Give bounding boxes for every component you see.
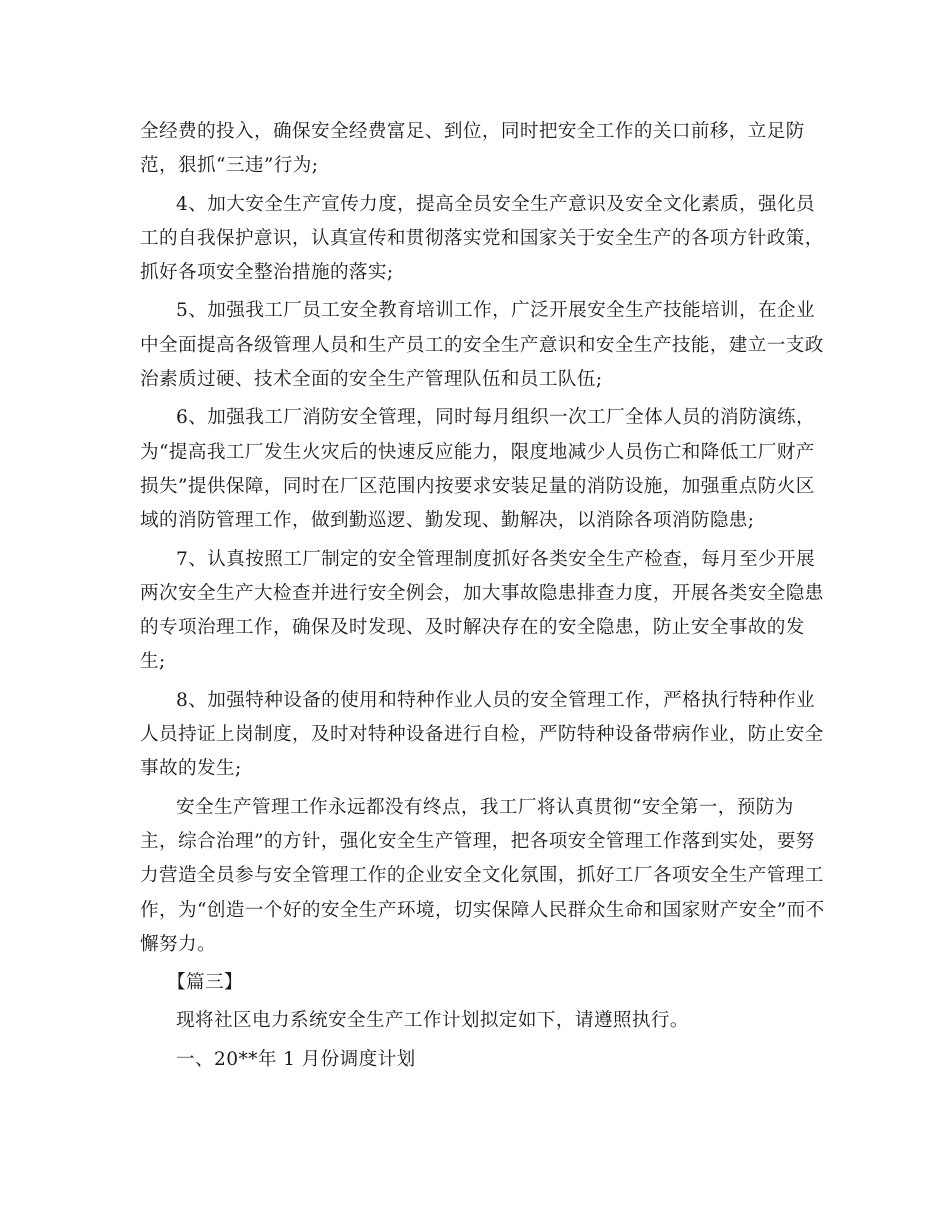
text-line: 人员持证上岗制度，及时对特种设备进行自检，严防特种设备带病作业，防止安全 bbox=[140, 724, 824, 746]
text-line: 8、加强特种设备的使用和特种作业人员的安全管理工作，严格执行特种作业 bbox=[176, 689, 816, 711]
paragraph-item-5 bbox=[140, 294, 824, 397]
text-line: 作，为“创造一个好的安全生产环境，切实保障人民群众生命和国家财产安全”而不 bbox=[140, 899, 825, 921]
text-line: 范，狠抓“三违”行为; bbox=[140, 155, 319, 177]
intro-paragraph: 现将社区电力系统安全生产工作计划拟定如下，请遵照执行。 bbox=[176, 1010, 689, 1032]
text-line: 两次安全生产大检查并进行安全例会，加大事故隐患排查力度，开展各类安全隐患 bbox=[140, 582, 824, 604]
text-line: 中全面提高各级管理人员和生产员工的安全生产意识和安全生产技能，建立一支政 bbox=[140, 334, 824, 356]
text-line: 损失”提供保障，同时在厂区范围内按要求安装足量的消防设施，加强重点防火区 bbox=[140, 475, 815, 497]
paragraph-summary bbox=[140, 791, 825, 962]
paragraph-item-4 bbox=[140, 188, 824, 291]
text-line: 懈努力。 bbox=[140, 933, 216, 955]
text-line: 力营造全员参与安全管理工作的企业安全文化氛围，抓好工厂各项安全生产管理工 bbox=[140, 865, 824, 887]
section-heading: 【篇三】 bbox=[167, 972, 243, 994]
text-line: 安全生产管理工作永远都没有终点，我工厂将认真贯彻“安全第一，预防为 bbox=[176, 796, 794, 818]
text-line: 事故的发生; bbox=[140, 758, 242, 780]
text-line: 主，综合治理”的方针，强化安全生产管理，把各项安全管理工作落到实处，要努 bbox=[140, 830, 815, 852]
text-line: 的专项治理工作，确保及时发现、及时解决存在的安全隐患，防止安全事故的发 bbox=[140, 617, 805, 639]
paragraph-item-8 bbox=[140, 684, 824, 787]
text-line: 全经费的投入，确保安全经费富足、到位，同时把安全工作的关口前移，立足防 bbox=[140, 121, 805, 142]
text-line: 生; bbox=[140, 651, 166, 673]
text-line: 治素质过硬、技术全面的安全生产管理队伍和员工队伍; bbox=[140, 369, 603, 391]
text-line: 域的消防管理工作，做到勤巡逻、勤发现、勤解决，以消除各项消防隐患; bbox=[140, 510, 755, 532]
paragraph-item-7 bbox=[140, 543, 824, 680]
paragraph-item-6 bbox=[140, 401, 816, 538]
text-line: 工的自我保护意识，认真宣传和贯彻落实党和国家关于安全生产的各项方针政策， bbox=[140, 227, 824, 249]
text-line: 抓好各项安全整治措施的落实; bbox=[140, 262, 394, 284]
text-line: 6、加强我工厂消防安全管理，同时每月组织一次工厂全体人员的消防演练， bbox=[176, 407, 816, 429]
subheading: 一、20**年 1 月份调度计划 bbox=[176, 1048, 416, 1070]
text-line: 为“提高我工厂发生火灾后的快速反应能力，限度地减少人员伤亡和降低工厂财产 bbox=[140, 441, 815, 463]
text-line: 4、加大安全生产宣传力度，提高全员安全生产意识及安全文化素质，强化员 bbox=[176, 193, 816, 215]
text-line: 7、认真按照工厂制定的安全管理制度抓好各类安全生产检查，每月至少开展 bbox=[176, 548, 816, 570]
paragraph-continuation bbox=[140, 115, 812, 184]
text-line: 5、加强我工厂员工安全教育培训工作，广泛开展安全生产技能培训，在企业 bbox=[176, 300, 816, 322]
document-body bbox=[140, 115, 825, 1077]
